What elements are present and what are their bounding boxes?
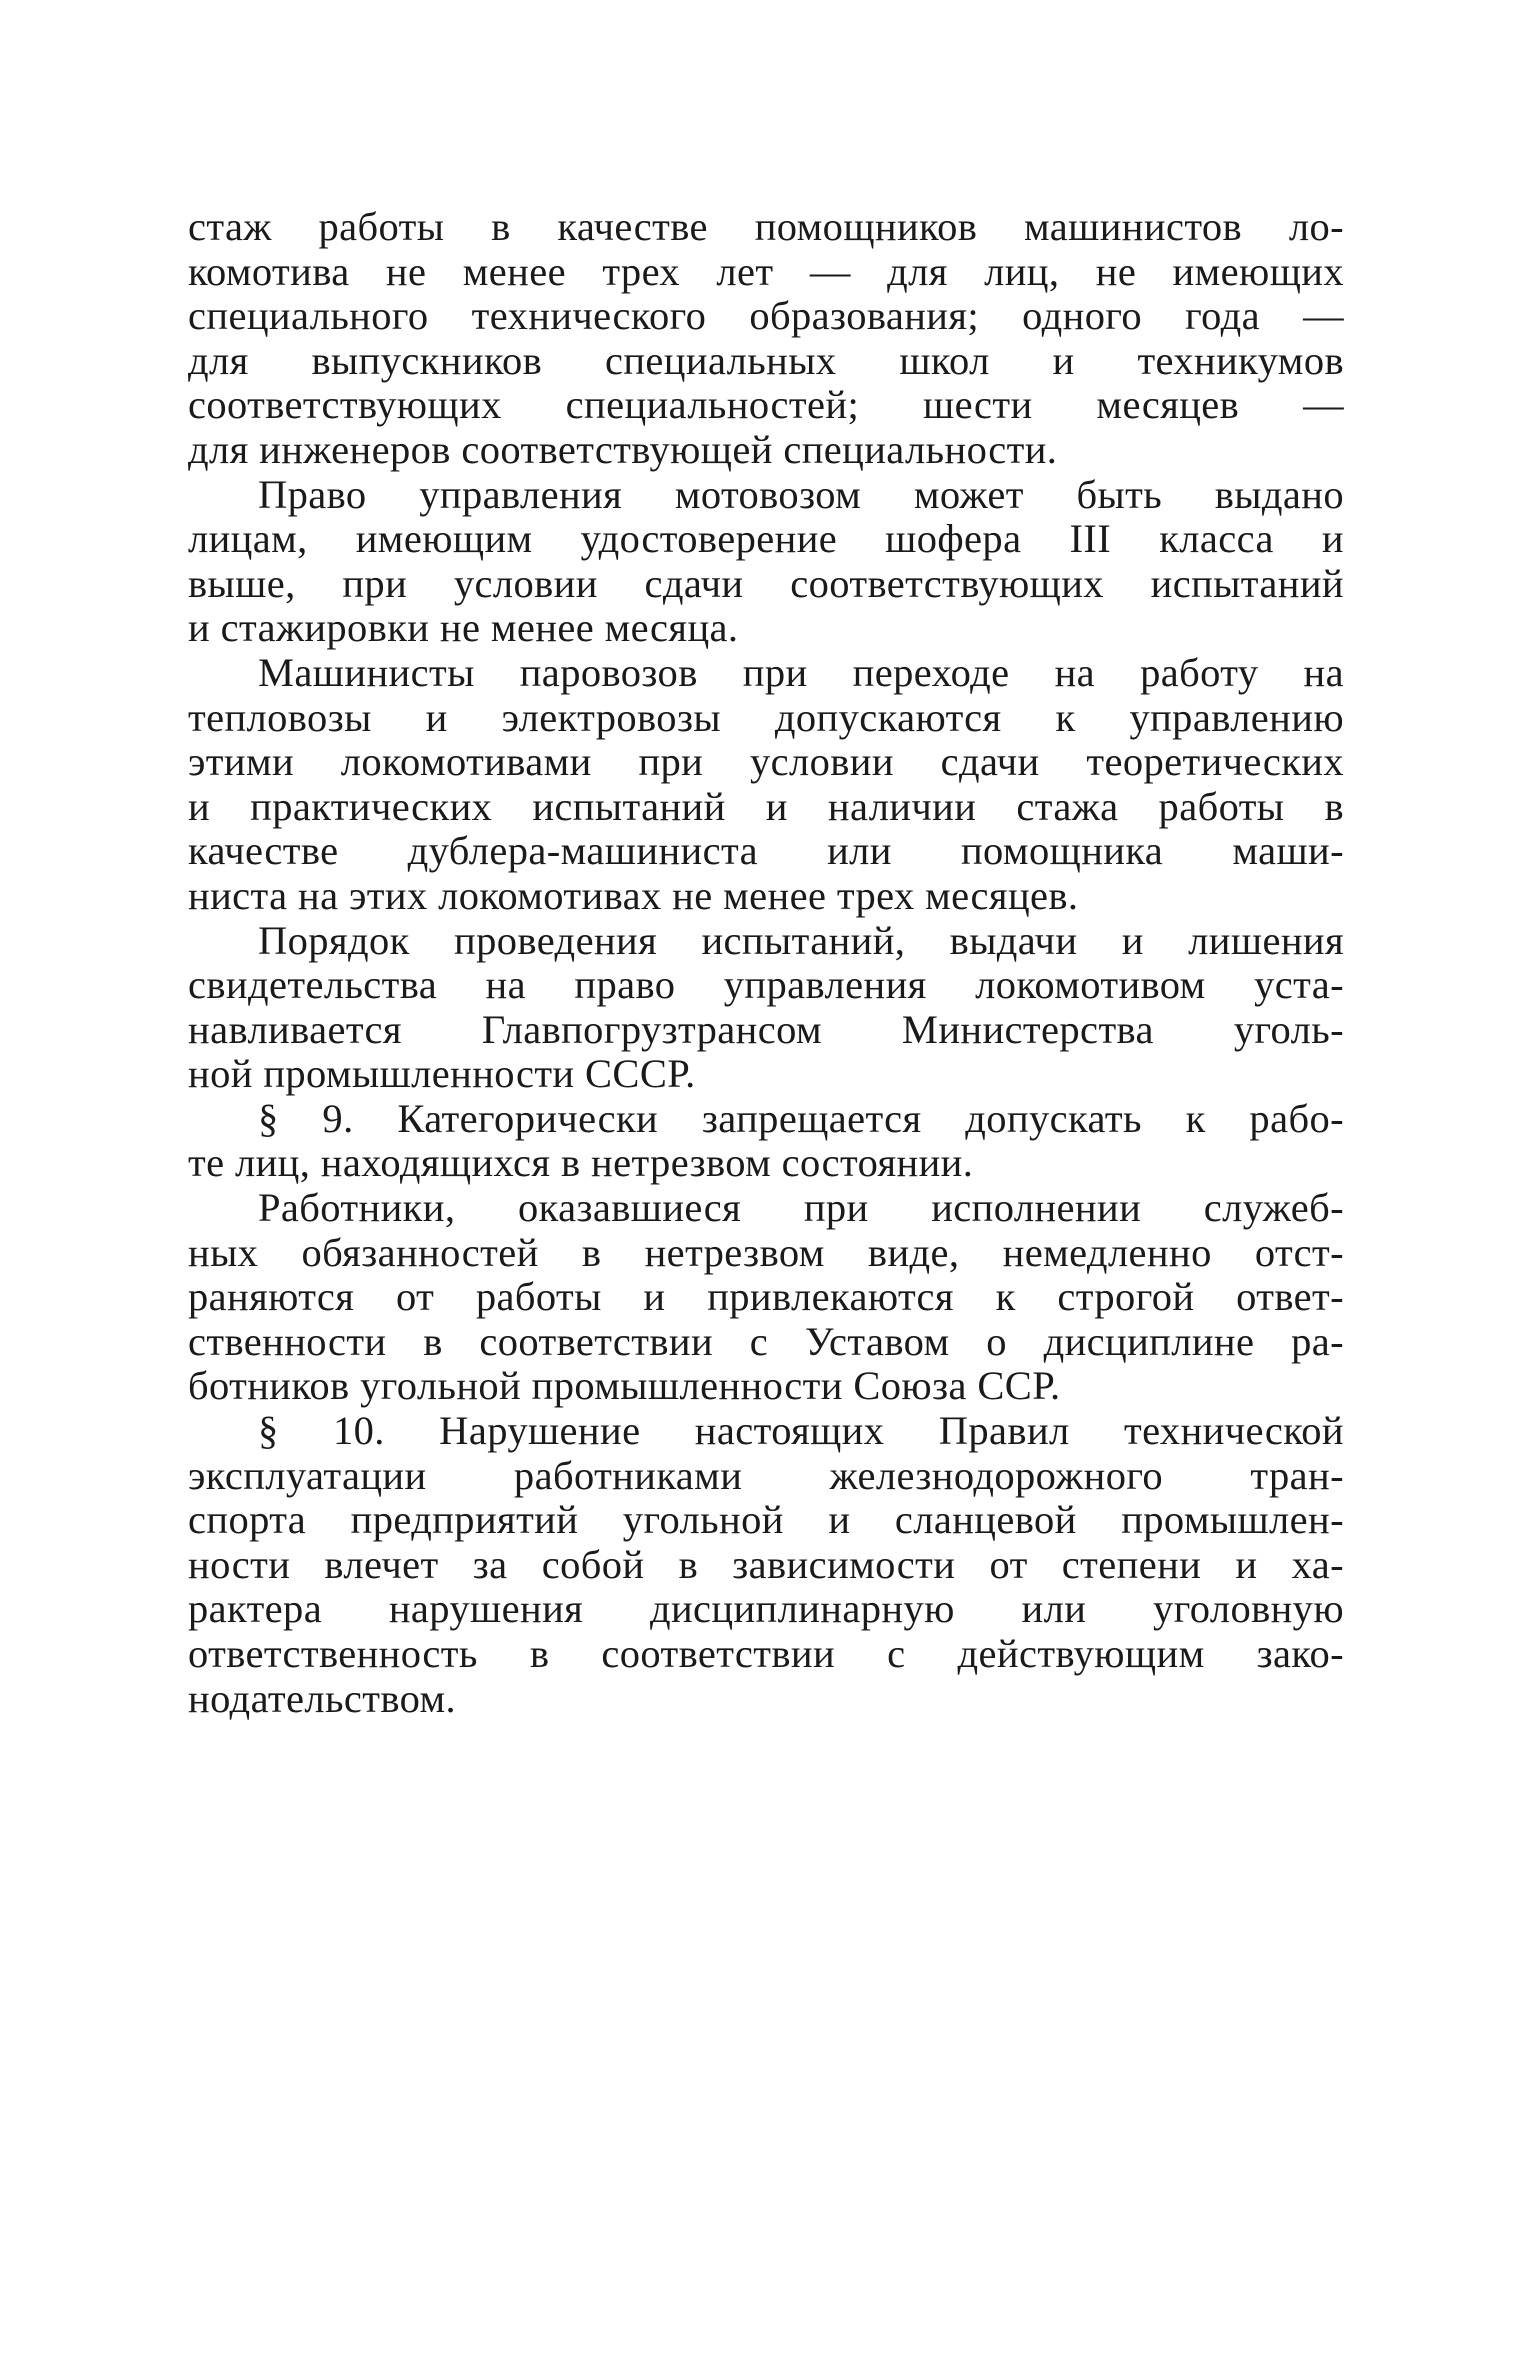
section-9 <box>188 1097 1344 1186</box>
paragraph-3 <box>188 651 1344 919</box>
text-line: эксплуатации работниками железнодорожного тран- <box>188 1452 1344 1498</box>
text-line: ности влечет за собой в зависимости от степени и ха- <box>188 1541 1344 1587</box>
text-line: качестве дублера-машиниста или помощника маши- <box>188 828 1344 874</box>
section-10 <box>188 1409 1344 1721</box>
text-line: и практических испытаний и наличии стажа работы в <box>188 783 1344 829</box>
text-line: ниста на этих локомотивах не менее трех месяцев. <box>188 872 1079 918</box>
text-line: § 9. Категорически запрещается допускать к рабо- <box>258 1095 1344 1141</box>
paragraph-2 <box>188 473 1344 651</box>
text-line: ных обязанностей в нетрезвом виде, немедленно отст- <box>188 1229 1344 1275</box>
text-line: комотива не менее трех лет — для лиц, не имеющих <box>188 248 1344 294</box>
text-line: те лиц, находящихся в нетрезвом состоянии. <box>188 1140 974 1186</box>
text-line: ботников угольной промышленности Союза ССР. <box>188 1363 1061 1409</box>
document-page <box>188 205 1344 1721</box>
paragraph-1 <box>188 205 1344 473</box>
text-line: нодательством. <box>188 1675 456 1721</box>
text-line: Право управления мотовозом может быть выдано <box>258 471 1344 517</box>
text-line: свидетельства на право управления локомотивом уста- <box>188 962 1344 1008</box>
text-line: Работники, оказавшиеся при исполнении служеб- <box>258 1185 1344 1231</box>
paragraph-4 <box>188 919 1344 1097</box>
text-line: тепловозы и электровозы допускаются к управлению <box>188 694 1344 740</box>
text-line: лицам, имеющим удостоверение шофера III класса и <box>188 516 1344 562</box>
text-line: ственности в соответствии с Уставом о дисциплине ра- <box>188 1318 1344 1364</box>
text-line: специального технического образования; одного года — <box>188 293 1344 339</box>
text-line: этими локомотивами при условии сдачи теоретических <box>188 739 1344 785</box>
text-line: ной промышленности СССР. <box>188 1051 696 1097</box>
text-line: выше, при условии сдачи соответствующих испытаний <box>188 560 1344 606</box>
text-line: для инженеров соответствующей специальности. <box>188 426 1058 472</box>
text-line: Порядок проведения испытаний, выдачи и лишения <box>258 917 1344 963</box>
text-line: и стажировки не менее месяца. <box>188 605 739 651</box>
text-line: навливается Главпогрузтрансом Министерства уголь- <box>188 1006 1344 1052</box>
text-line: Машинисты паровозов при переходе на работу на <box>258 649 1344 695</box>
text-line: раняются от работы и привлекаются к строгой ответ- <box>188 1274 1344 1320</box>
text-line: для выпускников специальных школ и техникумов <box>188 337 1344 383</box>
text-line: § 10. Нарушение настоящих Правил технической <box>258 1408 1344 1454</box>
text-line: соответствующих специальностей; шести месяцев — <box>188 382 1344 428</box>
text-line: рактера нарушения дисциплинарную или уголовную <box>188 1586 1344 1632</box>
text-line: стаж работы в качестве помощников машинистов ло- <box>188 204 1344 249</box>
text-line: ответственность в соответствии с действующим зако- <box>188 1631 1344 1676</box>
text-line: спорта предприятий угольной и сланцевой промышлен- <box>188 1497 1344 1543</box>
paragraph-6 <box>188 1186 1344 1409</box>
